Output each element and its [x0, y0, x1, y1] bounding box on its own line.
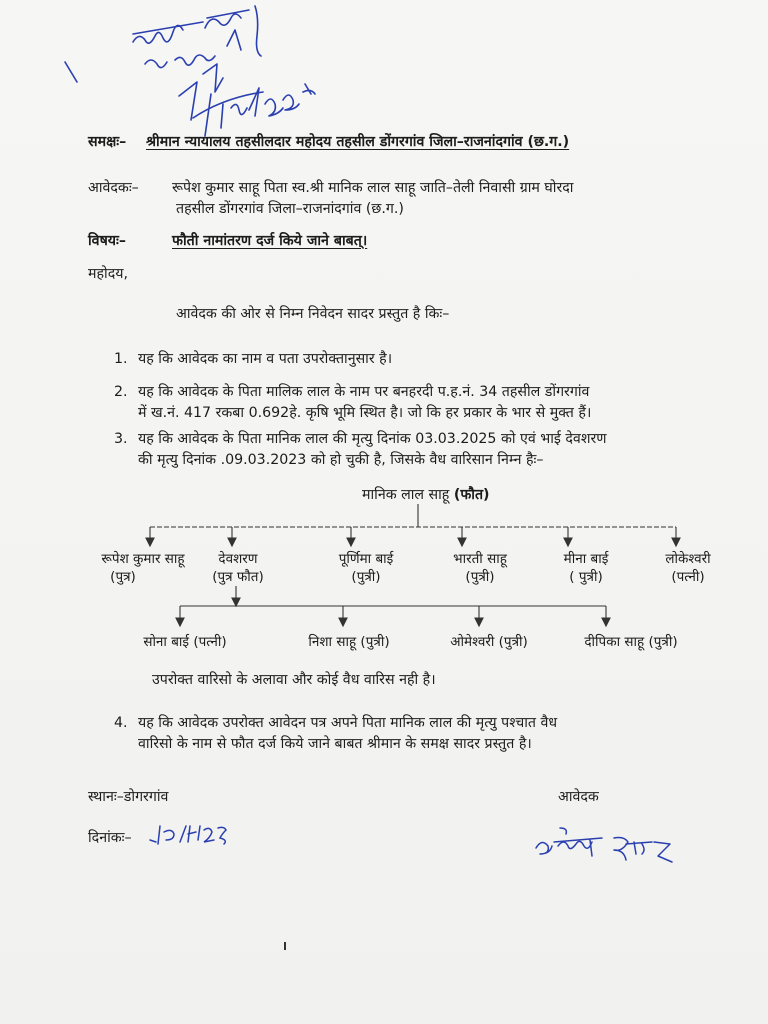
child-name: देवशरण: [218, 551, 258, 567]
point-1-num: 1.: [114, 351, 128, 367]
tree-garrow-2: [339, 618, 347, 626]
no-other-heirs-line: उपरोक्त वारिसो के अलावा और कोई वैध वारिस नही है।: [152, 672, 436, 688]
point-4-num: 4.: [114, 715, 128, 731]
tree-root-status: (फौत): [453, 487, 490, 503]
subject-text: फौती नामांतरण दर्ज किये जाने बाबत्।: [172, 233, 368, 249]
child-name: भारती साहू: [453, 551, 507, 567]
handwritten-date: [146, 822, 236, 852]
point-3-line-1: यह कि आवेदक के पिता मानिक लाल की मृत्यु दिनांक 03.03.2025 को एवं भाई देवशरण: [138, 431, 607, 447]
tree-arrow-2: [228, 538, 236, 546]
child-name: मीना बाई: [563, 551, 609, 567]
tree-root: [362, 486, 490, 504]
point-2-line-1: यह कि आवेदक के पिता मालिक लाल के नाम पर बनहरदी प.ह.नं. 34 तहसील डोंगरगांव: [138, 384, 590, 400]
point-1-line-1: यह कि आवेदक का नाम व पता उपरोक्तानुसार है।: [138, 351, 393, 367]
court-address: श्रीमान न्यायालय तहसीलदार महोदय तहसील डोंगरगांव जिला–राजनांदगांव (छ.ग.): [146, 134, 570, 150]
applicant-label: आवेदकः–: [88, 180, 139, 196]
tree-grandchild: सोना बाई (पत्नी): [143, 634, 227, 650]
intro-line: आवेदक की ओर से निम्न निवेदन सादर प्रस्तुत है किः–: [176, 306, 450, 322]
tree-arrow-6: [672, 538, 680, 546]
tree-root-name: मानिक लाल साहू: [362, 487, 450, 503]
tree-arrow-4: [458, 538, 466, 546]
margin-mark: [284, 942, 286, 950]
date-label: दिनांकः–: [88, 830, 132, 846]
point-4-line-1: यह कि आवेदक उपरोक्त आवेदन पत्र अपने पिता मानिक लाल की मृत्यु पश्चात वैध: [138, 715, 558, 731]
tree-grandchild: ओमेश्वरी (पुत्री): [450, 634, 528, 650]
child-relation: (पुत्री): [465, 569, 495, 585]
samaksh-label: समक्षः–: [88, 134, 127, 150]
tree-garrow-3: [475, 618, 483, 626]
applicant-line-2: तहसील डोंगरगांव जिला–राजनांदगांव (छ.ग.): [176, 201, 404, 217]
child-relation: (पुत्र फौत): [212, 569, 264, 585]
child-relation: (पत्नी): [671, 569, 705, 585]
point-4-line-2: वारिसो के नाम से फौत दर्ज किये जाने बाबत श्रीमान के समक्ष सादर प्रस्तुत है।: [138, 736, 532, 752]
point-2-num: 2.: [114, 384, 128, 400]
tree-child: [538, 550, 634, 586]
salutation: महोदय,: [88, 266, 128, 282]
child-name: लोकेश्वरी: [665, 551, 711, 567]
place-label: स्थानः–डोगरगांव: [88, 789, 169, 805]
child-name: पूर्णिमा बाई: [338, 551, 394, 567]
tree-garrow-4: [602, 618, 610, 626]
subject-label: विषयः–: [88, 233, 126, 249]
point-2-line-2: में ख.नं. 417 रकबा 0.692हे. कृषि भूमि स्थित है। जो कि हर प्रकार के भार से मुक्त हैं।: [138, 405, 592, 421]
point-3-num: 3.: [114, 431, 128, 447]
applicant-line-1: रूपेश कुमार साहू पिता स्व.श्री मानिक लाल साहू जाति–तेली निवासी ग्राम घोरदा: [172, 180, 574, 196]
tree-child: [432, 550, 528, 586]
child-relation: ( पुत्री): [569, 569, 603, 585]
tree-arrow-1: [146, 538, 154, 546]
tree-grandchild: दीपिका साहू (पुत्री): [584, 634, 678, 650]
child-relation: (पुत्री): [351, 569, 381, 585]
tree-child: [640, 550, 736, 586]
applicant-signature: [530, 822, 690, 878]
child-relation: (पुत्र): [110, 569, 136, 585]
tree-devsharan-arrow: [232, 598, 240, 606]
tree-garrow-1: [176, 618, 184, 626]
tree-child: [318, 550, 414, 586]
tree-child: [190, 550, 286, 586]
point-3-line-2: की मृत्यु दिनांक .09.03.2023 को हो चुकी है, जिसके वैध वारिसान निम्न हैः–: [138, 452, 544, 468]
tree-arrow-3: [347, 538, 355, 546]
child-name: रूपेश कुमार साहू: [101, 551, 185, 567]
applicant-sign-label: आवेदक: [558, 789, 599, 805]
tree-arrow-5: [564, 538, 572, 546]
tree-grandchild: निशा साहू (पुत्री): [308, 634, 390, 650]
